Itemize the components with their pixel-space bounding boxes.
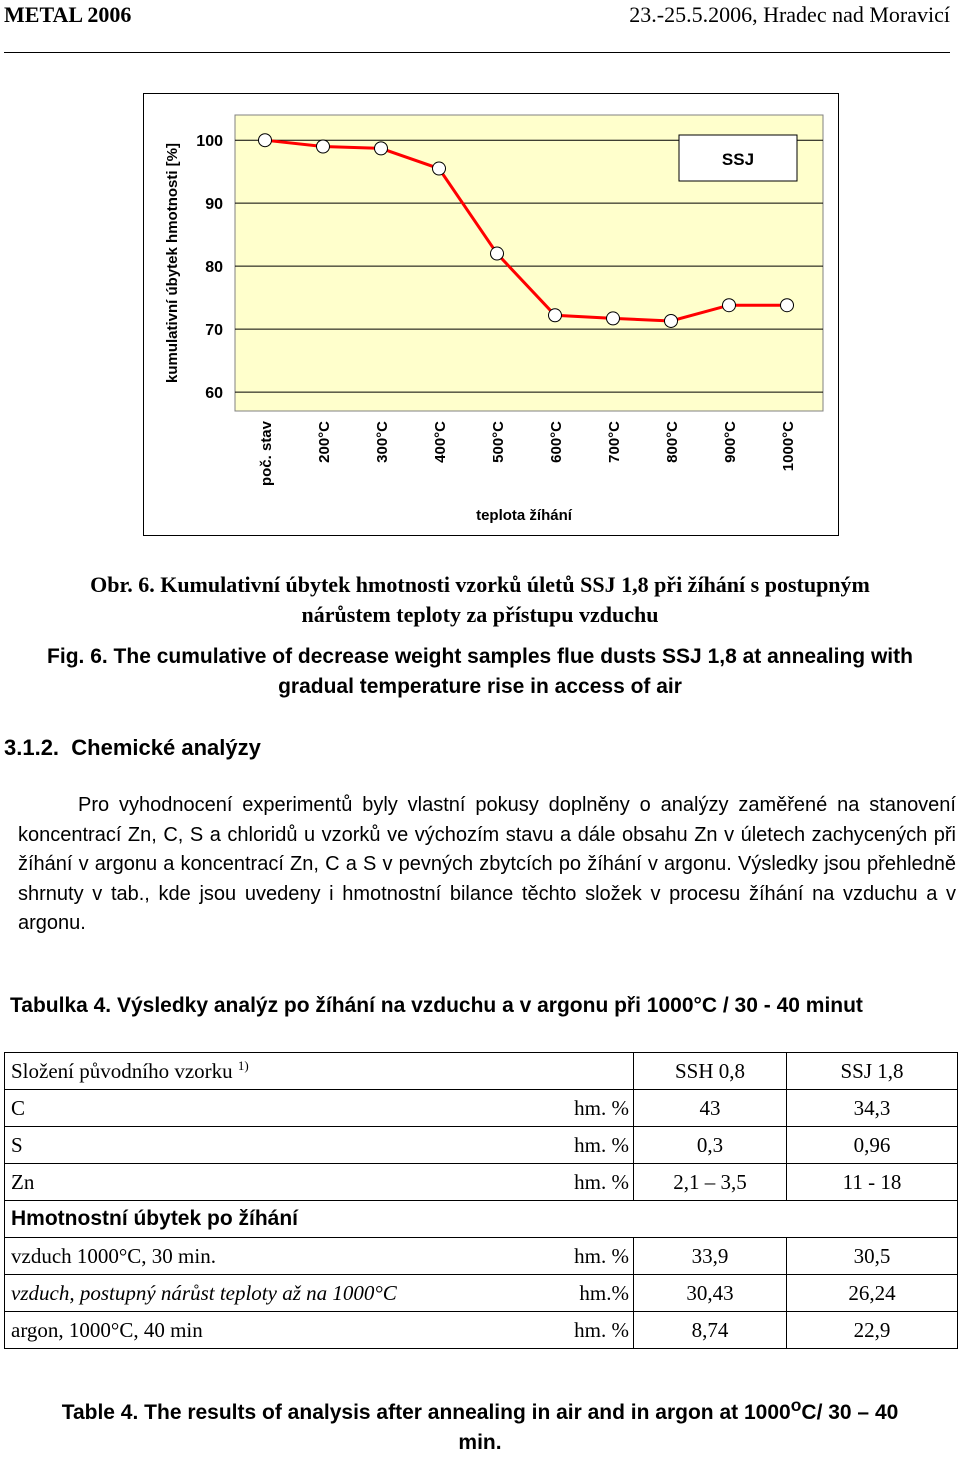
y-axis-label: kumulativní úbytek hmotnosti [%] [164, 142, 181, 384]
row-value-col1: 8,74 [634, 1312, 787, 1349]
table-header-text: Složení původního vzorku [11, 1059, 233, 1083]
chart-svg [143, 93, 839, 536]
x-tick-label: 600°C [548, 421, 565, 463]
table-section-row [5, 1201, 958, 1238]
table-caption-prefix: Table 4. The results of analysis after annealing in air and in argon at 1000 [61, 1401, 791, 1424]
table-row [5, 1312, 958, 1349]
x-tick-label: poč. stav [258, 421, 275, 487]
table-row [5, 1127, 958, 1164]
data-point [665, 314, 678, 327]
row-label: vzduch 1000°C, 30 min. [5, 1238, 524, 1275]
table-caption-suffix: C/ 30 – 40 [801, 1401, 899, 1424]
table-row [5, 1275, 958, 1312]
figure-chart [143, 93, 839, 536]
figure-caption-czech [0, 570, 960, 630]
figure-caption-english-line2: gradual temperature rise in access of air [278, 675, 682, 698]
row-value-col2: 11 - 18 [787, 1164, 958, 1201]
row-unit: hm.% [523, 1275, 634, 1312]
x-tick-label: 800°C [664, 421, 681, 463]
section-title: Chemické analýzy [71, 735, 261, 760]
body-paragraph [18, 791, 956, 939]
table-row [5, 1090, 958, 1127]
row-label: argon, 1000°C, 40 min [5, 1312, 524, 1349]
row-value-col1: 33,9 [634, 1238, 787, 1275]
row-value-col1: 2,1 – 3,5 [634, 1164, 787, 1201]
table-caption-english [0, 1390, 960, 1458]
row-value-col1: 30,43 [634, 1275, 787, 1312]
row-label: S [5, 1127, 524, 1164]
page-header [0, 0, 960, 56]
header-rule [4, 52, 950, 53]
figure-caption-english-line1: Fig. 6. The cumulative of decrease weight samples flue dusts SSJ 1,8 at annealing with [47, 645, 913, 668]
row-value-col2: 0,96 [787, 1127, 958, 1164]
row-unit: hm. % [523, 1127, 634, 1164]
table-header-row [5, 1053, 958, 1090]
row-value-col2: 22,9 [787, 1312, 958, 1349]
table-caption-english-line2: min. [458, 1431, 502, 1454]
row-value-col2: 34,3 [787, 1090, 958, 1127]
data-point [607, 312, 620, 325]
row-label: vzduch, postupný nárůst teploty až na 1000°C [5, 1275, 524, 1312]
y-tick-label: 90 [205, 196, 223, 214]
table-footnote-mark: 1) [237, 1058, 249, 1073]
section-heading [4, 735, 261, 761]
table-header-label [5, 1053, 634, 1090]
data-point [259, 134, 272, 147]
section-number: 3.1.2. [4, 735, 60, 760]
row-label: Zn [5, 1164, 524, 1201]
data-point [375, 142, 388, 155]
row-value-col2: 30,5 [787, 1238, 958, 1275]
conference-name: METAL 2006 [4, 2, 132, 27]
table-header-col1: SSH 0,8 [634, 1053, 787, 1090]
x-tick-label: 400°C [432, 421, 449, 463]
data-point [317, 140, 330, 153]
x-axis-label: teplota žíhání [476, 507, 572, 524]
y-tick-label: 70 [205, 322, 223, 340]
data-point [491, 247, 504, 260]
table-row [5, 1238, 958, 1275]
table-section-label: Hmotnostní úbytek po žíhání [5, 1201, 958, 1238]
results-table [4, 1052, 958, 1349]
figure-caption-czech-line2: nárůstem teploty za přístupu vzduchu [301, 602, 659, 627]
table-row [5, 1164, 958, 1201]
legend-label: SSJ [721, 150, 755, 169]
table-caption-degree: o [790, 1395, 802, 1415]
data-point [433, 162, 446, 175]
row-value-col1: 43 [634, 1090, 787, 1127]
row-unit: hm. % [523, 1238, 634, 1275]
x-tick-label: 1000°C [780, 421, 797, 472]
y-tick-label: 60 [205, 385, 223, 403]
row-unit: hm. % [523, 1312, 634, 1349]
data-point [781, 299, 794, 312]
row-value-col1: 0,3 [634, 1127, 787, 1164]
body-paragraph-text: Pro vyhodnocení experimentů byly vlastní pokusy doplněny o analýzy zaměřené na stanovení koncentrací Zn, C, S a chloridů u vzorků ve výchozím stavu a dále obsahu Zn v úletech zachycených při žíhání v argonu a koncentrací Zn, C a S v pevných zbytcích po žíhání v argonu. Výsledky jsou přehledně shrnuty v tab., kde jsou uvedeny i hmotnostní bilance těchto složek v procesu žíhání na vzduchu a v argonu. [18, 794, 956, 934]
data-point [549, 309, 562, 322]
row-unit: hm. % [523, 1090, 634, 1127]
x-tick-label: 700°C [606, 421, 623, 463]
table-title: Tabulka 4. Výsledky analýz po žíhání na vzduchu a v argonu při 1000°C / 30 - 40 minut [10, 994, 863, 1017]
table-header-col2: SSJ 1,8 [787, 1053, 958, 1090]
data-point [723, 299, 736, 312]
x-tick-label: 300°C [374, 421, 391, 463]
row-value-col2: 26,24 [787, 1275, 958, 1312]
row-label: C [5, 1090, 524, 1127]
x-tick-label: 900°C [722, 421, 739, 463]
x-tick-label: 500°C [490, 421, 507, 463]
x-tick-label: 200°C [316, 421, 333, 463]
conference-date-place: 23.-25.5.2006, Hradec nad Moravicí [629, 2, 950, 27]
table-caption-english-line1 [0, 1390, 960, 1428]
figure-caption-czech-line1: Obr. 6. Kumulativní úbytek hmotnosti vzorků úletů SSJ 1,8 při žíhání s postupným [90, 572, 870, 597]
y-tick-label: 80 [205, 259, 223, 277]
row-unit: hm. % [523, 1164, 634, 1201]
y-tick-label: 100 [196, 133, 223, 151]
figure-caption-english [0, 642, 960, 702]
